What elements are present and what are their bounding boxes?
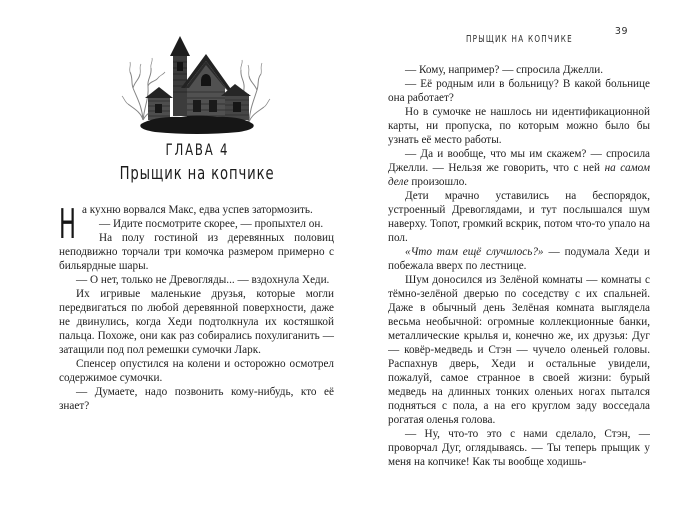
body-text: Шум доносился из Зелёной комнаты — комнаты с тёмно-зелёной дверью по соседству с их спальней. Даже в обычный день Зелёная комната выглядела весьма необычной: огромные коллекционные банки, металлические крылья и, конечно же, их друзья: Дуг — ковёр-медведь и Стэн — чучело оленьей головы. Распахнув дверь, Хеди и остальные увидели, пожалуй, самое странное в своей жизни: бурый медведь на длинных тонких оленьих ногах пытался подняться с пола, а на его круглом заду восседала рогатая оленья голова.: [388, 274, 650, 426]
body-text: — Идите посмотрите скорее, — пропыхтел он.: [99, 218, 324, 230]
paragraph: [388, 427, 650, 469]
body-text: Но в сумочке не нашлось ни идентификационной карты, ни пропуска, по которым можно было бы узнать её место работы.: [388, 106, 650, 146]
left-annex: [145, 87, 173, 120]
chapter-illustration: [59, 34, 335, 136]
body-text: Спенсер опустился на колени и осторожно осмотрел содержимое сумочки.: [59, 358, 334, 384]
body-text: — Да и вообще, что мы им скажем? — спросила Джелли. — Нельзя же говорить, что с ней: [388, 148, 650, 174]
italic-text: «Что там ещё случилось?»: [405, 246, 544, 258]
right-page-body: [388, 63, 650, 469]
paragraph: [59, 273, 334, 287]
paragraph: [59, 287, 334, 357]
paragraph: [388, 105, 650, 147]
body-text: — Ну, что-то это с нами сделало, Стэн, — проворчал Дуг, оглядываясь. — Ты теперь прыщик у меня на копчике! Как ты вообще ходишь-: [388, 428, 650, 468]
paragraph: [59, 385, 334, 413]
paragraph: [388, 147, 650, 189]
body-text: — Думаете, надо позвонить кому-нибудь, кто её знает?: [59, 386, 334, 412]
paragraph: [388, 245, 650, 273]
page-number: 39: [614, 26, 628, 37]
italic-text: на самом деле: [388, 162, 650, 188]
body-text: Дети мрачно уставились на беспорядок, устроенный Древоглядами, и тут послышался шум наверху. Топот, громкий вскрик, потом что-то упало на пол.: [388, 190, 650, 244]
body-text: — Её родным или в больницу? В какой больнице она работает?: [388, 78, 650, 104]
left-page-body: [59, 200, 335, 413]
right-annex: [221, 84, 251, 120]
paragraph: [59, 217, 334, 231]
left-page: [59, 0, 335, 518]
paragraph: [388, 189, 650, 245]
body-text: а кухню ворвался Макс, едва успев затормозить.: [82, 204, 313, 216]
body-text: — подумала Хеди и побежала вверх по лестнице.: [388, 246, 650, 272]
paragraph: [388, 77, 650, 105]
body-text: произошло.: [408, 176, 468, 188]
body-text: Их игривые маленькие друзья, которые могли передвигаться по любой деревянной поверхности, даже не двинулись, когда Хеди подтолкнула их костяшкой пальца. Похоже, они как раз собирались похулиганить — затащили под пол ремешки сумочки Ларк.: [59, 288, 334, 356]
paragraph: [59, 357, 334, 385]
running-head-title: ПРЫЩИК НА КОПЧИКЕ: [465, 33, 573, 45]
body-text: — Кому, например? — спросила Джелли.: [405, 64, 604, 76]
drop-cap: Н: [59, 200, 76, 248]
body-text: — О нет, только не Древогляды... — вздохнула Хеди.: [76, 274, 330, 286]
right-page: [388, 0, 650, 518]
chapter-number: ГЛАВА 4: [165, 141, 229, 160]
chapter-title: Прыщик на копчике: [119, 162, 275, 184]
paragraph: [388, 63, 650, 77]
paragraph: [59, 231, 334, 273]
body-text: На полу гостиной из деревянных половиц неподвижно торчали три комочка размером примерно с бильярдные шары.: [59, 232, 334, 272]
running-head: [388, 26, 650, 45]
haunted-house-illustration: [121, 34, 273, 134]
paragraph: [388, 273, 650, 427]
